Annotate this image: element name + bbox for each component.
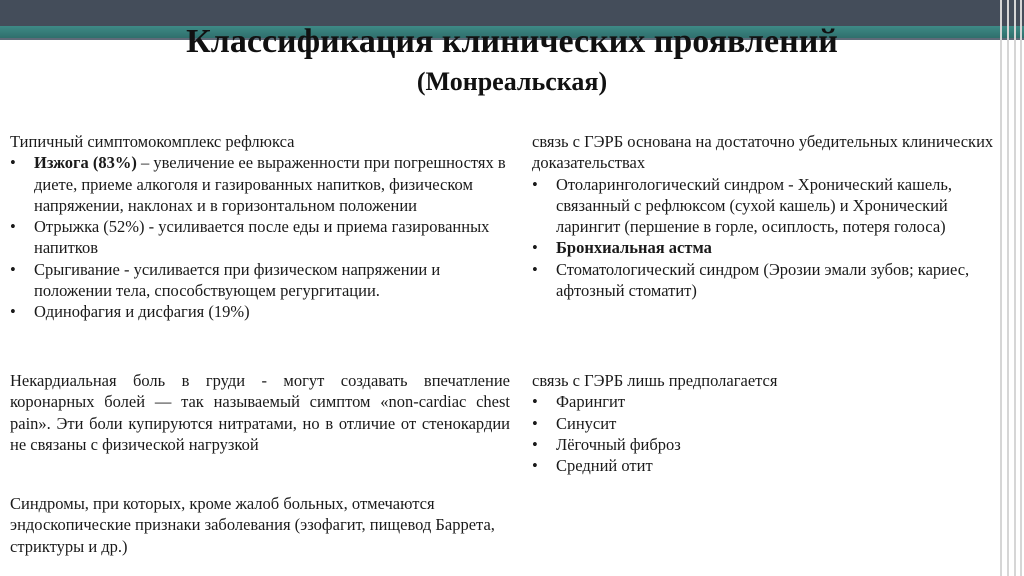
list-item: • Лёгочный фиброз: [532, 434, 1002, 455]
proven-link-block: [532, 131, 1002, 301]
list-item: [10, 216, 510, 259]
list-item: [532, 174, 1002, 238]
suspected-link-heading: связь с ГЭРБ лишь предполагается: [532, 371, 778, 390]
list-item: [532, 259, 1002, 302]
list-item-text: Отоларингологический синдром - Хронический кашель, связанный с рефлюксом (сухой кашель) и Хронический ларингит (першение в горле, осиплость, потеря голоса): [556, 174, 953, 237]
list-item-text: Стоматологический синдром (Эрозии эмали зубов; кариес, афтозный стоматит): [556, 259, 970, 301]
proven-link-heading: связь с ГЭРБ основана на достаточно убедительных клинических доказательствах: [532, 132, 994, 173]
list-item: [10, 259, 510, 302]
list-item: • Средний отит: [532, 455, 1002, 476]
syndromes-block: [10, 493, 510, 557]
list-item: • Синусит: [532, 413, 1002, 434]
typical-symptoms-block: [10, 131, 510, 323]
list-item-text: Отрыжка (52%) - усиливается после еды и приема газированных напитков: [34, 217, 490, 258]
suspected-link-block: [532, 370, 1002, 476]
slide-subtitle: (Монреальская): [416, 67, 608, 96]
typical-symptoms-list: [10, 152, 510, 322]
typical-symptoms-heading: Типичный симптомокомплекс рефлюкса: [10, 132, 295, 151]
list-item-bold: Изжога (83%): [34, 153, 137, 173]
proven-link-list: [532, 174, 1002, 302]
list-item-text: Срыгивание - усиливается при физическом напряжении и положении тела, способствующем регургитации.: [34, 259, 441, 301]
slide-title: Классификация клинических проявлений: [186, 23, 838, 60]
syndromes-text: Синдромы, при которых, кроме жалоб больных, отмечаются эндоскопические признаки заболевания (эзофагит, пищевод Баррета, стриктуры и др.): [10, 494, 495, 556]
list-item-text: Одинофагия и дисфагия (19%): [34, 302, 250, 322]
list-item: [10, 152, 510, 216]
list-item: • Фарингит: [532, 391, 1002, 412]
list-item-text: – увеличение ее выраженности при погрешностях в диете, приеме алкоголя и газированных напитков, физическом напряжении, наклонах и в горизонтальном положении: [34, 153, 506, 215]
list-item: [10, 301, 510, 322]
list-item-bold: Бронхиальная астма: [556, 238, 712, 258]
chest-pain-text: Некардиальная боль в груди - могут создавать впечатление коронарных болей — так называемый симптом «non-cardiac chest pain». Эти боли купируются нитратами, но в отличие от стенокардии не связаны с физической нагрузкой: [10, 371, 510, 454]
suspected-link-list: [532, 391, 1002, 476]
list-item: [532, 237, 1002, 258]
chest-pain-block: [10, 370, 510, 455]
